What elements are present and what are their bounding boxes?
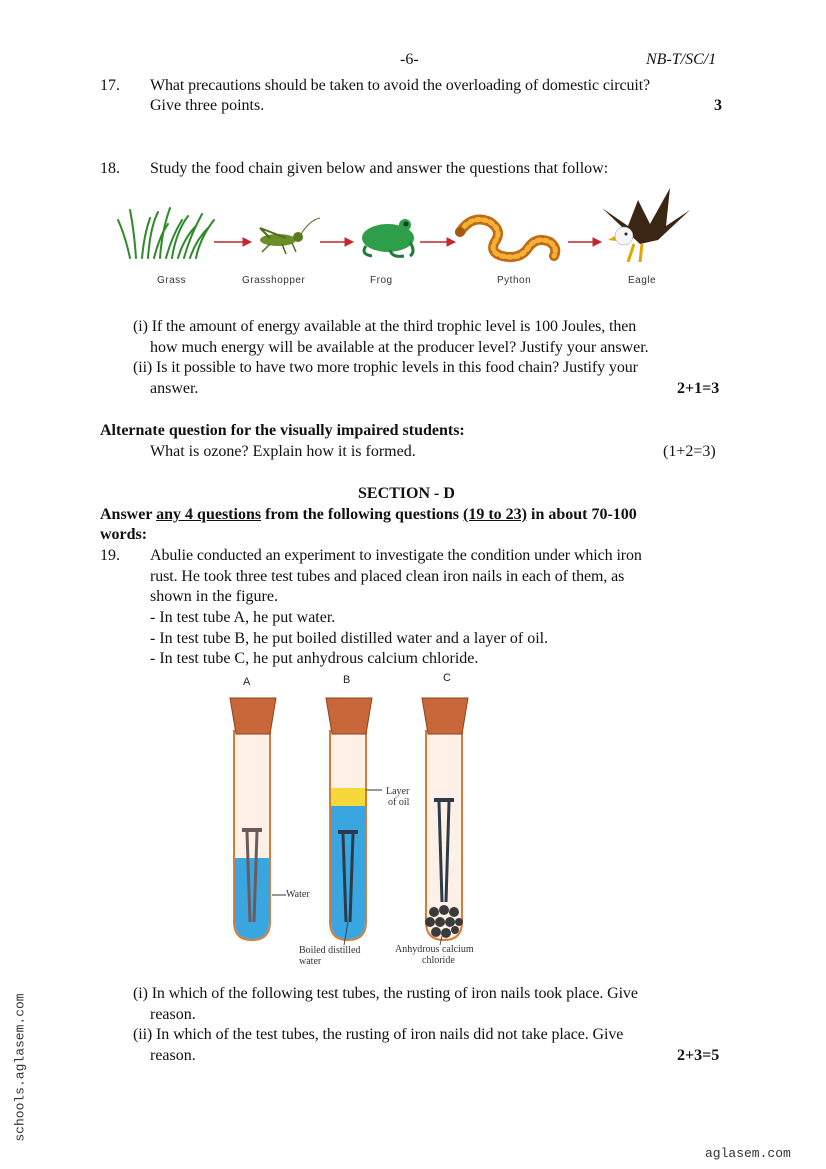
test-tube-b (326, 698, 372, 940)
q17-line2: Give three points. (150, 97, 265, 114)
chain-label-python: Python (497, 275, 532, 286)
arrow-icon (320, 238, 353, 246)
arrow-icon (568, 238, 601, 246)
q19-ii-line1: (ii) In which of the test tubes, the rusting of iron nails did not take place. Give (133, 1026, 624, 1043)
section-instructions-words: words: (100, 526, 148, 543)
eagle-illustration (602, 188, 690, 262)
q19-bullet-c: - In test tube C, he put anhydrous calcium chloride. (150, 650, 479, 667)
q18-i-line2: how much energy will be available at the producer level? Justify your answer. (150, 339, 649, 356)
q19-line2: rust. He took three test tubes and placed clean iron nails in each of them, as (150, 568, 625, 585)
q19-ii-line2: reason. (150, 1047, 196, 1064)
q18-text: Study the food chain given below and answer the questions that follow: (150, 160, 609, 177)
q19-line1: Abulie conducted an experiment to investigate the condition under which iron (150, 547, 642, 564)
q18-ii-line2: answer. (150, 380, 199, 397)
instr-part-a: Answer (100, 506, 153, 523)
side-watermark: schools.aglasem.com (12, 993, 28, 1142)
page-number: -6- (400, 51, 419, 68)
grass-illustration (118, 208, 214, 258)
instr-part-e: in about 70-100 (531, 506, 637, 523)
alt-text: What is ozone? Explain how it is formed. (150, 443, 416, 460)
label-layer-of-oil-2: of oil (388, 797, 410, 808)
tube-label-a: A (243, 676, 251, 688)
paper-code: NB-T/SC/1 (646, 51, 717, 68)
label-layer-of-oil-1: Layer (386, 786, 410, 797)
instr-part-b: any 4 questions (156, 506, 262, 523)
q19-bullet-a: - In test tube A, he put water. (150, 609, 336, 626)
label-anhydrous-1: Anhydrous calcium (395, 944, 474, 955)
q19-line3: shown in the figure. (150, 588, 278, 605)
arrow-icon (214, 238, 251, 246)
arrow-icon (420, 238, 455, 246)
grasshopper-illustration (260, 218, 320, 254)
chain-label-grasshopper: Grasshopper (242, 275, 306, 286)
q19-i-line2: reason. (150, 1006, 196, 1023)
q17-line1: What precautions should be taken to avoid the overloading of domestic circuit? (150, 77, 651, 94)
python-illustration (455, 220, 555, 257)
food-chain-figure (110, 180, 710, 280)
q18-ii-line1: (ii) Is it possible to have two more trophic levels in this food chain? Justify your (133, 359, 638, 376)
frog-illustration (362, 219, 414, 256)
q19-marks: 2+3=5 (677, 1047, 720, 1064)
test-tube-c (422, 698, 468, 940)
footer-site: aglasem.com (705, 1146, 791, 1161)
chain-label-eagle: Eagle (628, 275, 657, 286)
label-boiled-water-1: Boiled distilled (299, 945, 361, 956)
section-title: SECTION - D (358, 485, 455, 502)
q18-number: 18. (100, 160, 120, 177)
alt-marks: (1+2=3) (663, 443, 716, 460)
section-instructions (100, 505, 728, 525)
label-boiled-water-2: water (299, 956, 322, 967)
instr-part-c: from the following questions (265, 506, 460, 523)
instr-part-d: (19 to 23) (463, 506, 527, 523)
tube-label-b: B (343, 674, 351, 686)
q18-marks: 2+1=3 (677, 380, 720, 397)
q19-number: 19. (100, 547, 120, 564)
q19-bullet-b: - In test tube B, he put boiled distilled water and a layer of oil. (150, 630, 549, 647)
q19-i-line1: (i) In which of the following test tubes, the rusting of iron nails took place. Give (133, 985, 638, 1002)
chain-label-frog: Frog (370, 275, 393, 286)
label-water: Water (286, 889, 310, 900)
test-tube-a (230, 698, 276, 940)
q17-number: 17. (100, 77, 120, 94)
chain-label-grass: Grass (157, 275, 187, 286)
test-tubes-figure (220, 690, 490, 950)
tube-label-c: C (443, 672, 451, 684)
label-anhydrous-2: chloride (422, 955, 455, 966)
alt-heading: Alternate question for the visually impaired students: (100, 422, 465, 439)
q17-marks: 3 (714, 97, 722, 114)
q18-i-line1: (i) If the amount of energy available at the third trophic level is 100 Joules, then (133, 318, 637, 335)
